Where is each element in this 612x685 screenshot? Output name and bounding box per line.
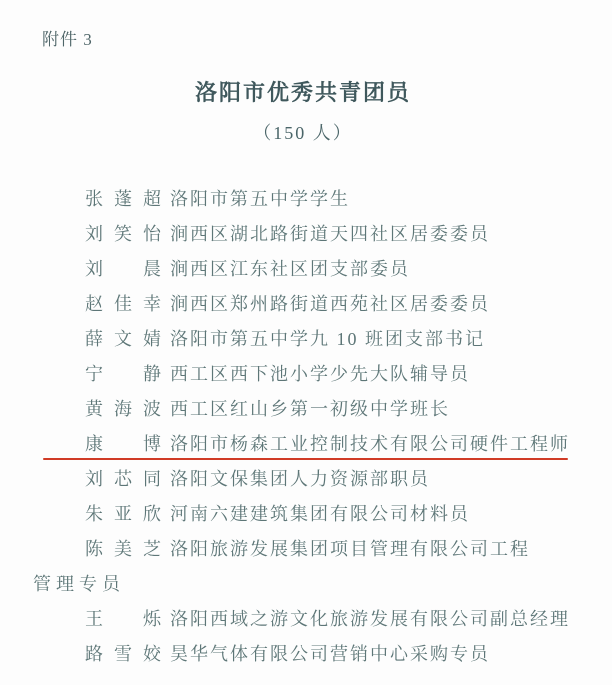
highlight-underline — [43, 458, 568, 460]
member-name — [85, 497, 161, 532]
member-name — [85, 427, 161, 462]
name-character: 王 — [85, 609, 103, 629]
member-list — [33, 182, 570, 672]
member-row — [38, 427, 568, 462]
member-row — [38, 392, 568, 427]
name-character: 静 — [143, 364, 161, 384]
member-organization: 西工区西下池小学少先大队辅导员 — [170, 364, 470, 384]
name-character: 康 — [85, 434, 103, 454]
member-count: （150 人） — [253, 123, 353, 143]
member-name — [85, 287, 161, 322]
name-character: 晨 — [143, 259, 161, 279]
name-character: 刘 — [85, 224, 103, 244]
name-character: 蓬 — [114, 189, 132, 209]
name-character: 幸 — [143, 294, 161, 314]
member-organization: 涧西区郑州路街道西苑社区居委委员 — [170, 294, 490, 314]
member-organization: 河南六建建筑集团有限公司材料员 — [170, 504, 470, 524]
name-character: 美 — [114, 539, 132, 559]
member-name — [85, 182, 161, 217]
name-character: 薛 — [85, 329, 103, 349]
member-organization: 西工区红山乡第一初级中学班长 — [170, 399, 450, 419]
member-row — [38, 602, 568, 637]
page-title: 洛阳市优秀共青团员 — [194, 80, 411, 105]
member-row — [38, 497, 568, 532]
member-organization: 涧西区江东社区团支部委员 — [170, 259, 410, 279]
name-character: 博 — [143, 434, 161, 454]
member-row — [38, 637, 568, 672]
name-character: 朱 — [85, 504, 103, 524]
name-character: 同 — [143, 469, 161, 489]
member-name — [85, 217, 161, 252]
member-organization: 洛阳市第五中学九 10 班团支部书记 — [170, 329, 485, 349]
name-character: 欣 — [143, 504, 161, 524]
name-character: 烁 — [143, 609, 161, 629]
name-character: 姣 — [143, 644, 161, 664]
name-character: 芯 — [114, 469, 132, 489]
member-row — [38, 252, 568, 287]
name-character: 怡 — [143, 224, 161, 244]
member-row — [38, 287, 568, 322]
member-name — [85, 532, 161, 567]
member-organization-continued: 管理专员 — [33, 574, 125, 594]
member-name — [85, 462, 161, 497]
name-character: 亚 — [114, 504, 132, 524]
member-name — [85, 602, 161, 637]
name-character: 刘 — [85, 259, 103, 279]
member-organization: 洛阳西域之游文化旅游发展有限公司副总经理 — [170, 609, 570, 629]
member-row — [38, 182, 568, 217]
name-character: 陈 — [85, 539, 103, 559]
name-character: 雪 — [114, 644, 132, 664]
member-organization: 洛阳市第五中学学生 — [170, 189, 350, 209]
member-organization: 洛阳市杨森工业控制技术有限公司硬件工程师 — [170, 434, 570, 454]
name-character: 张 — [85, 189, 103, 209]
name-character: 宁 — [85, 364, 103, 384]
name-character: 超 — [143, 189, 161, 209]
name-character: 黄 — [85, 399, 103, 419]
member-row — [38, 217, 568, 252]
name-character: 文 — [114, 329, 132, 349]
member-name — [85, 637, 161, 672]
name-character: 刘 — [85, 469, 103, 489]
member-name — [85, 357, 161, 392]
member-row — [38, 462, 568, 497]
member-row — [38, 357, 568, 392]
member-name — [85, 252, 161, 287]
name-character: 芝 — [143, 539, 161, 559]
name-character: 海 — [114, 399, 132, 419]
member-name — [85, 392, 161, 427]
member-row — [33, 532, 568, 602]
member-organization: 洛阳旅游发展集团项目管理有限公司工程 — [170, 539, 530, 559]
name-character: 赵 — [85, 294, 103, 314]
name-character: 笑 — [114, 224, 132, 244]
name-character: 婧 — [143, 329, 161, 349]
name-character: 波 — [143, 399, 161, 419]
attachment-label: 附件 3 — [42, 30, 93, 49]
member-organization: 涧西区湖北路街道天四社区居委委员 — [170, 224, 490, 244]
member-name — [85, 322, 161, 357]
member-row — [38, 322, 568, 357]
name-character: 路 — [85, 644, 103, 664]
member-organization: 昊华气体有限公司营销中心采购专员 — [170, 644, 490, 664]
name-character: 佳 — [114, 294, 132, 314]
member-organization: 洛阳文保集团人力资源部职员 — [170, 469, 430, 489]
